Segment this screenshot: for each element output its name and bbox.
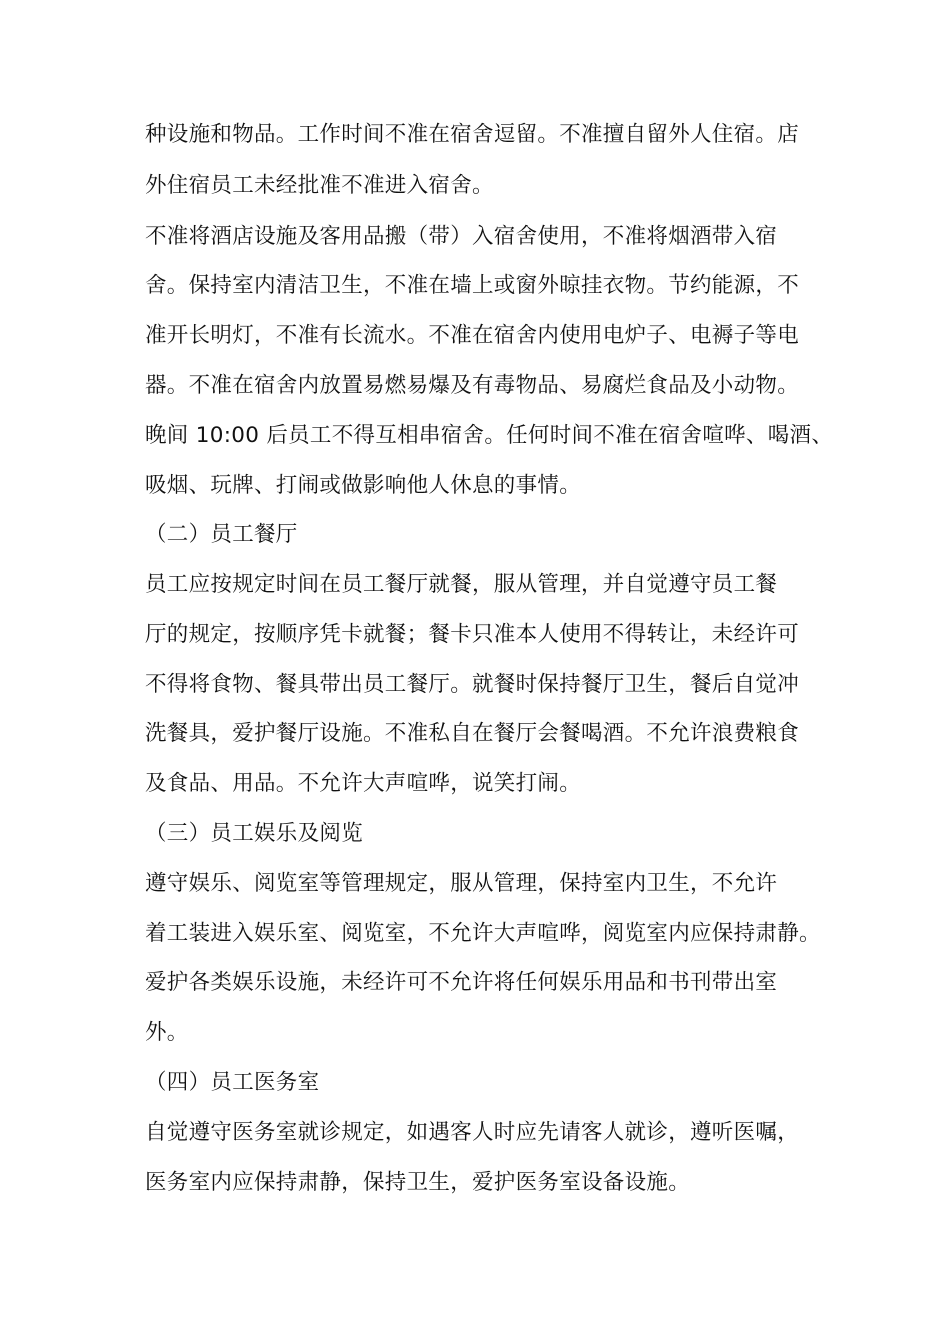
section-heading: （二）员工餐厅 [145,522,298,547]
text-line: 舍。保持室内清洁卫生，不准在墙上或窗外晾挂衣物。节约能源，不 [145,273,800,298]
text-line: 员工应按规定时间在员工餐厅就餐，服从管理，并自觉遵守员工餐 [145,572,778,597]
text-line: 医务室内应保持肃静，保持卫生，爱护医务室设备设施。 [145,1170,691,1195]
text-line: 不准将酒店设施及客用品搬（带）入宿舍使用，不准将烟酒带入宿 [145,224,778,249]
section-heading: （四）员工医务室 [145,1070,320,1095]
text-line: 吸烟、玩牌、打闹或做影响他人休息的事情。 [145,473,582,498]
text-line: 遵守娱乐、阅览室等管理规定，服从管理，保持室内卫生，不允许 [145,871,778,896]
text-line: 外。 [145,1020,189,1045]
section-heading: （三）员工娱乐及阅览 [145,821,364,846]
text-line: 准开长明灯，不准有长流水。不准在宿舍内使用电炉子、电褥子等电 [145,323,800,348]
text-line: 爱护各类娱乐设施，未经许可不允许将任何娱乐用品和书刊带出室 [145,970,778,995]
text-line: 洗餐具，爱护餐厅设施。不准私自在餐厅会餐喝酒。不允许浪费粮食 [145,721,800,746]
text-line: 自觉遵守医务室就诊规定，如遇客人时应先请客人就诊，遵听医嘱， [145,1120,800,1145]
text-line: 及食品、用品。不允许大声喧哗，说笑打闹。 [145,771,582,796]
text-line: 器。不准在宿舍内放置易燃易爆及有毒物品、易腐烂食品及小动物。 [145,373,800,398]
text-line: 外住宿员工未经批准不准进入宿舍。 [145,173,494,198]
text-line: 着工装进入娱乐室、阅览室，不允许大声喧哗，阅览室内应保持肃静。 [145,921,821,946]
text-line: 晚间 10:00 后员工不得互相串宿舍。任何时间不准在宿舍喧哗、喝酒、 [145,423,834,448]
text-line: 种设施和物品。工作时间不准在宿舍逗留。不准擅自留外人住宿。店 [145,122,800,147]
text-line: 不得将食物、餐具带出员工餐厅。就餐时保持餐厅卫生，餐后自觉冲 [145,672,800,697]
text-line: 厅的规定，按顺序凭卡就餐；餐卡只准本人使用不得转让，未经许可 [145,622,800,647]
